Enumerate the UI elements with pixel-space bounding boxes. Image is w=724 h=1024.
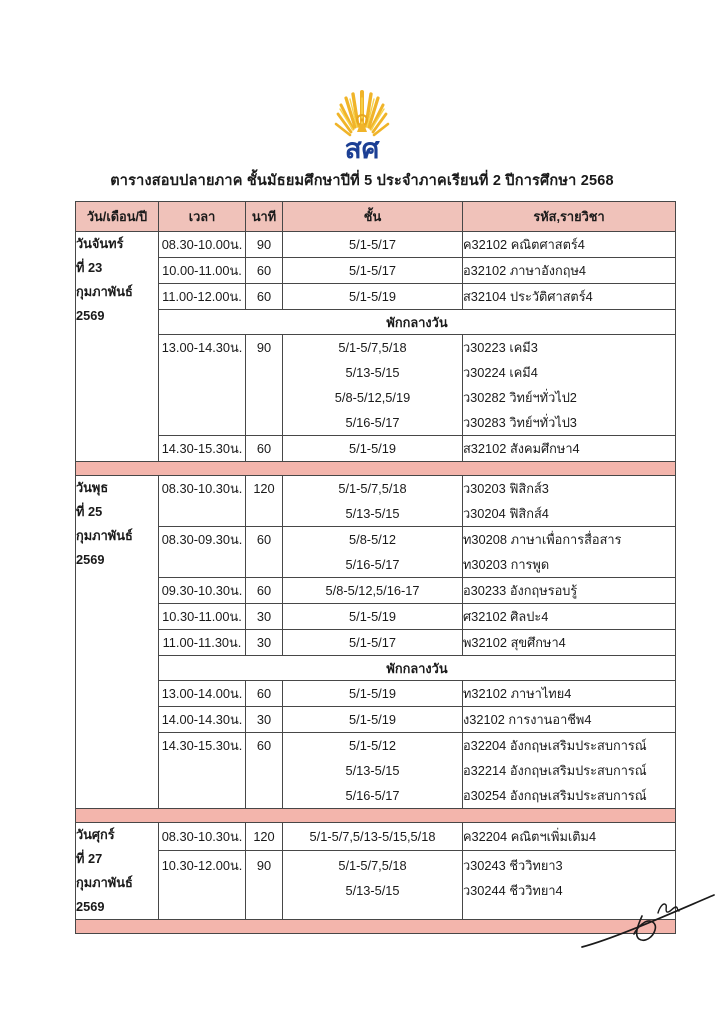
- exam-row: [76, 681, 676, 707]
- minutes-cell: 60: [246, 284, 283, 310]
- section-separator-cell: [76, 809, 676, 823]
- subject-cell: ค32204 คณิตฯเพิ่มเติม4: [463, 823, 676, 851]
- class-cell: [283, 851, 463, 920]
- lunch-break-cell: พักกลางวัน: [159, 310, 676, 335]
- subject-cell: [463, 527, 676, 578]
- exam-row: [76, 335, 676, 436]
- minutes-text: 60: [256, 532, 272, 547]
- exam-row: [76, 436, 676, 462]
- class-cell: [283, 733, 463, 809]
- class-text: 5/1-5/7,5/18: [338, 858, 407, 874]
- subject-cell: ศ32102 ศิลปะ4: [463, 604, 676, 630]
- subject-cell: ง32102 การงานอาชีพ4: [463, 707, 676, 733]
- exam-table: [75, 201, 676, 934]
- class-cell: 5/8-5/12,5/16-17: [283, 578, 463, 604]
- time-cell: 08.30-10.30น.: [159, 823, 246, 851]
- minutes-cell: [246, 527, 283, 578]
- day-line: 2569: [76, 308, 105, 323]
- time-cell: 10.00-11.00น.: [159, 258, 246, 284]
- minutes-cell: [246, 733, 283, 809]
- day-line: 2569: [76, 899, 105, 914]
- class-text: 5/13-5/15: [345, 763, 400, 778]
- subject-cell: ท32102 ภาษาไทย4: [463, 681, 676, 707]
- time-cell: 14.30-15.30น.: [159, 436, 246, 462]
- class-text: 5/1-5/12: [349, 738, 396, 753]
- subject-text: อ30254 อังกฤษเสริมประสบการณ์: [463, 788, 647, 803]
- time-text: 14.30-15.30น.: [161, 738, 243, 753]
- time-text: 08.30-09.30น.: [161, 532, 243, 547]
- class-cell: 5/1-5/17: [283, 258, 463, 284]
- time-cell: [159, 851, 246, 920]
- class-text: 5/1-5/7,5/18: [338, 481, 407, 496]
- day-line: วันจันทร์: [76, 236, 124, 251]
- subject-text: อ32214 อังกฤษเสริมประสบการณ์: [463, 763, 647, 778]
- day-line: วันพุธ: [76, 480, 109, 495]
- minutes-cell: 60: [246, 681, 283, 707]
- time-cell: [159, 335, 246, 436]
- minutes-text: 90: [256, 858, 272, 874]
- subject-text: ท30208 ภาษาเพื่อการสื่อสาร: [463, 532, 622, 547]
- time-cell: 09.30-10.30น.: [159, 578, 246, 604]
- class-text: 5/16-5/17: [345, 557, 400, 572]
- minutes-cell: 60: [246, 258, 283, 284]
- subject-text: ว30223 เคมี3: [463, 340, 538, 355]
- subject-cell: [463, 733, 676, 809]
- time-cell: 08.30-10.00น.: [159, 232, 246, 258]
- lunch-row: [76, 656, 676, 681]
- logo-rays-icon: [336, 92, 388, 135]
- subject-cell: ส32102 สังคมศึกษา4: [463, 436, 676, 462]
- day-line: ที่ 23: [76, 260, 103, 275]
- day-cell: [76, 232, 159, 462]
- class-cell: 5/1-5/19: [283, 707, 463, 733]
- column-header-time: เวลา: [159, 202, 246, 232]
- subject-cell: อ30233 อังกฤษรอบรู้: [463, 578, 676, 604]
- logo-text: สศ: [344, 134, 380, 164]
- exam-row: [76, 823, 676, 851]
- subject-text: ท30203 การพูด: [463, 557, 550, 572]
- time-cell: [159, 476, 246, 527]
- class-text: 5/13-5/15: [345, 365, 400, 380]
- subject-cell: อ32102 ภาษาอังกฤษ4: [463, 258, 676, 284]
- section-separator: [76, 462, 676, 476]
- class-text: 5/8-5/12,5/19: [334, 390, 411, 405]
- time-cell: [159, 733, 246, 809]
- subject-text: ว30244 ชีววิทยา4: [463, 883, 563, 899]
- class-text: 5/16-5/17: [345, 415, 400, 430]
- lunch-break-cell: พักกลางวัน: [159, 656, 676, 681]
- class-cell: 5/1-5/19: [283, 436, 463, 462]
- day-line: กุมภาพันธ์: [76, 284, 133, 299]
- minutes-cell: 60: [246, 436, 283, 462]
- class-text: 5/8-5/12: [349, 532, 396, 547]
- minutes-cell: 120: [246, 823, 283, 851]
- class-text: 5/16-5/17: [345, 788, 400, 803]
- exam-row: [76, 527, 676, 578]
- class-cell: [283, 527, 463, 578]
- minutes-text: 90: [256, 340, 272, 355]
- class-cell: 5/1-5/19: [283, 604, 463, 630]
- day-cell: [76, 823, 159, 920]
- minutes-cell: 30: [246, 707, 283, 733]
- subject-cell: [463, 335, 676, 436]
- subject-text: ว30243 ชีววิทยา3: [463, 858, 563, 874]
- day-line: วันศุกร์: [76, 827, 115, 842]
- subject-text: อ32204 อังกฤษเสริมประสบการณ์: [463, 738, 647, 753]
- class-text: 5/1-5/7,5/18: [338, 340, 407, 355]
- class-cell: 5/1-5/19: [283, 284, 463, 310]
- section-separator: [76, 809, 676, 823]
- subject-cell: พ32102 สุขศึกษา4: [463, 630, 676, 656]
- subject-text: ว30204 ฟิสิกส์4: [463, 506, 549, 521]
- header-row: [76, 202, 676, 232]
- minutes-cell: [246, 335, 283, 436]
- time-cell: 11.00-11.30น.: [159, 630, 246, 656]
- exam-row: [76, 630, 676, 656]
- class-cell: 5/1-5/7,5/13-5/15,5/18: [283, 823, 463, 851]
- column-header-subject: รหัส,รายวิชา: [463, 202, 676, 232]
- time-text: 10.30-12.00น.: [161, 858, 243, 874]
- minutes-cell: 30: [246, 604, 283, 630]
- time-text: 13.00-14.30น.: [161, 340, 243, 355]
- exam-table-body: [76, 232, 676, 934]
- class-text: 5/13-5/15: [345, 506, 400, 521]
- exam-row: [76, 707, 676, 733]
- exam-row: [76, 258, 676, 284]
- column-header-date: วัน/เดือน/ปี: [76, 202, 159, 232]
- exam-row: [76, 232, 676, 258]
- day-line: ที่ 27: [76, 851, 103, 866]
- minutes-cell: 60: [246, 578, 283, 604]
- day-line: 2569: [76, 552, 105, 567]
- column-header-minutes: นาที: [246, 202, 283, 232]
- time-cell: 11.00-12.00น.: [159, 284, 246, 310]
- minutes-cell: 90: [246, 232, 283, 258]
- subject-cell: ส32104 ประวัติศาสตร์4: [463, 284, 676, 310]
- time-text: 08.30-10.30น.: [161, 481, 243, 496]
- exam-row: [76, 604, 676, 630]
- class-cell: [283, 476, 463, 527]
- class-text: 5/13-5/15: [345, 883, 400, 899]
- section-separator-cell: [76, 462, 676, 476]
- exam-row: [76, 733, 676, 809]
- subject-text: ว30224 เคมี4: [463, 365, 538, 380]
- class-cell: [283, 335, 463, 436]
- subject-text: ว30282 วิทย์ฯทั่วไป2: [463, 390, 577, 405]
- subject-text: ว30203 ฟิสิกส์3: [463, 481, 549, 496]
- minutes-cell: [246, 851, 283, 920]
- subject-text: ว30283 วิทย์ฯทั่วไป3: [463, 415, 577, 430]
- signature-image: [578, 886, 718, 956]
- day-line: ที่ 25: [76, 504, 103, 519]
- lunch-row: [76, 310, 676, 335]
- time-cell: 14.00-14.30น.: [159, 707, 246, 733]
- minutes-text: 60: [256, 738, 272, 753]
- class-cell: 5/1-5/19: [283, 681, 463, 707]
- time-cell: 13.00-14.00น.: [159, 681, 246, 707]
- column-header-class: ชั้น: [283, 202, 463, 232]
- day-line: กุมภาพันธ์: [76, 875, 133, 890]
- minutes-text: 120: [253, 481, 275, 496]
- subject-cell: ค32102 คณิตศาสตร์4: [463, 232, 676, 258]
- minutes-cell: [246, 476, 283, 527]
- day-cell: [76, 476, 159, 809]
- class-cell: 5/1-5/17: [283, 232, 463, 258]
- exam-row: [76, 284, 676, 310]
- exam-row: [76, 476, 676, 527]
- day-line: กุมภาพันธ์: [76, 528, 133, 543]
- subject-cell: [463, 476, 676, 527]
- minutes-cell: 30: [246, 630, 283, 656]
- time-cell: 10.30-11.00น.: [159, 604, 246, 630]
- class-cell: 5/1-5/17: [283, 630, 463, 656]
- time-cell: [159, 527, 246, 578]
- exam-row: [76, 578, 676, 604]
- page-title: ตารางสอบปลายภาค ชั้นมัธยมศึกษาปีที่ 5 ประจำภาคเรียนที่ 2 ปีการศึกษา 2568: [110, 173, 614, 189]
- school-logo: [333, 86, 391, 164]
